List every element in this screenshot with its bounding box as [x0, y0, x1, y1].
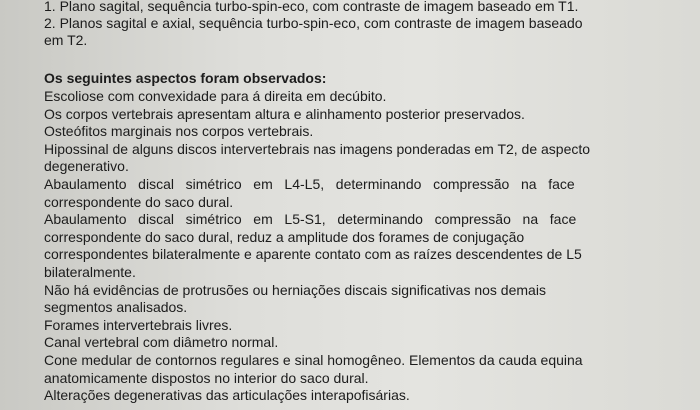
finding-line: correspondentes bilateralmente e aparente contato com as raízes descendentes de L5: [44, 246, 582, 262]
sequence-line-1: 1. Plano sagital, sequência turbo-spin-eco, com contraste de imagem baseado em T1.: [44, 0, 579, 14]
findings-heading: Os seguintes aspectos foram observados:: [44, 70, 327, 86]
finding-line: Hipossinal de alguns discos intervertebrais nas imagens ponderadas em T2, de aspecto: [44, 141, 591, 157]
finding-line: correspondente do saco dural.: [44, 194, 234, 210]
finding-line: segmentos analisados.: [44, 299, 188, 315]
finding-line: Alterações degenerativas das articulações interapofisárias.: [44, 387, 410, 403]
finding-line: Não há evidências de protrusões ou herniações discais significativas nos demais: [44, 282, 546, 298]
finding-line: Escoliose com convexidade para á direita em decúbito.: [44, 88, 387, 104]
sequence-line-3: em T2.: [44, 32, 88, 48]
finding-line: correspondente do saco dural, reduz a amplitude dos forames de conjugação: [44, 229, 525, 245]
finding-line: Abaulamento discal simétrico em L5-S1, determinando compressão na face: [44, 211, 577, 227]
finding-line: bilateralmente.: [44, 264, 136, 280]
finding-line: Forames intervertebrais livres.: [44, 317, 233, 333]
finding-line: degenerativo.: [44, 158, 129, 174]
finding-line: anatomicamente dispostos no interior do saco dural.: [44, 370, 369, 386]
finding-line: Cone medular de contornos regulares e sinal homogêneo. Elementos da cauda equina: [44, 352, 583, 368]
finding-line: Abaulamento discal simétrico em L4-L5, determinando compressão na face: [44, 176, 575, 192]
finding-line: Os corpos vertebrais apresentam altura e alinhamento posterior preservados.: [44, 106, 525, 122]
finding-line: Osteófitos marginais nos corpos vertebrais.: [44, 123, 314, 139]
finding-line: Canal vertebral com diâmetro normal.: [44, 334, 279, 350]
sequence-line-2: 2. Planos sagital e axial, sequência turbo-spin-eco, com contraste de imagem baseado: [44, 15, 583, 31]
